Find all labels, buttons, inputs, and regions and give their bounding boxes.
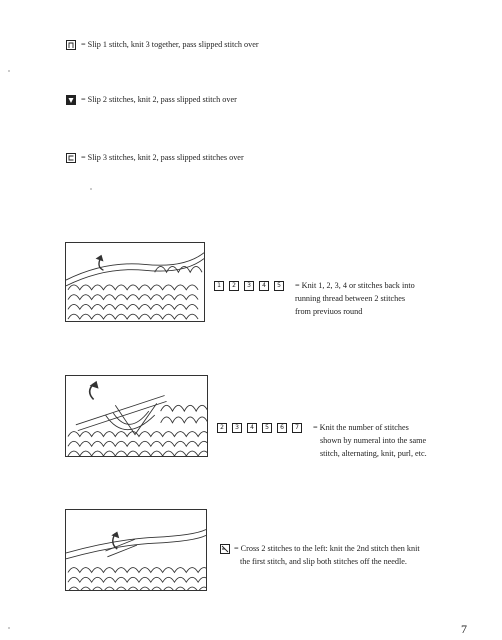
knit-number-into-same-stitch-illustration <box>65 375 208 457</box>
slip3-k2-psso-icon <box>66 153 76 163</box>
knit-number-text-line3: stitch, alternating, knit, purl, etc. <box>320 449 427 458</box>
knit-number-5-icon: 5 <box>262 423 272 433</box>
knit-back-5-icon: 5 <box>274 281 284 291</box>
knit-back-3-icon: 3 <box>244 281 254 291</box>
knit-back-2-icon: 2 <box>229 281 239 291</box>
scan-speck <box>8 627 10 629</box>
knit-back-into-running-thread-illustration <box>65 242 205 322</box>
knit-back-1-icon: 1 <box>214 281 224 291</box>
legend-text-slip3: = Slip 3 stitches, knit 2, pass slipped stitches over <box>81 153 244 162</box>
slip1-k3tog-psso-icon <box>66 40 76 50</box>
page-number: 7 <box>461 622 467 636</box>
cross-left-text-line2: the first stitch, and slip both stitches off the needle. <box>240 557 407 566</box>
scan-speck <box>8 70 10 72</box>
legend-text-slip1: = Slip 1 stitch, knit 3 together, pass slipped stitch over <box>81 40 259 49</box>
symbol-row-knit-number <box>217 423 302 433</box>
slip2-k2-psso-icon <box>66 95 76 105</box>
cross-left-icon <box>220 544 230 554</box>
knit-back-text-line3: from previuos round <box>295 307 363 316</box>
cross-2-stitches-left-illustration <box>65 509 207 591</box>
knit-number-4-icon: 4 <box>247 423 257 433</box>
legend-text-slip2: = Slip 2 stitches, knit 2, pass slipped stitch over <box>81 95 237 104</box>
knit-number-3-icon: 3 <box>232 423 242 433</box>
knit-back-text-line1: = Knit 1, 2, 3, 4 or stitches back into <box>295 281 415 290</box>
knit-back-4-icon: 4 <box>259 281 269 291</box>
knit-back-text-line2: running thread between 2 stitches <box>295 294 406 303</box>
symbol-row-knit-back <box>214 281 284 291</box>
knit-number-7-icon: 7 <box>292 423 302 433</box>
knit-number-text-line1: = Knit the number of stitches <box>313 423 409 432</box>
knit-number-6-icon: 6 <box>277 423 287 433</box>
knit-number-text-line2: shown by numeral into the same <box>320 436 427 445</box>
scan-speck <box>90 188 92 190</box>
knit-number-2-icon: 2 <box>217 423 227 433</box>
cross-left-text-line1: = Cross 2 stitches to the left: knit the 2nd stitch then knit <box>234 544 420 553</box>
